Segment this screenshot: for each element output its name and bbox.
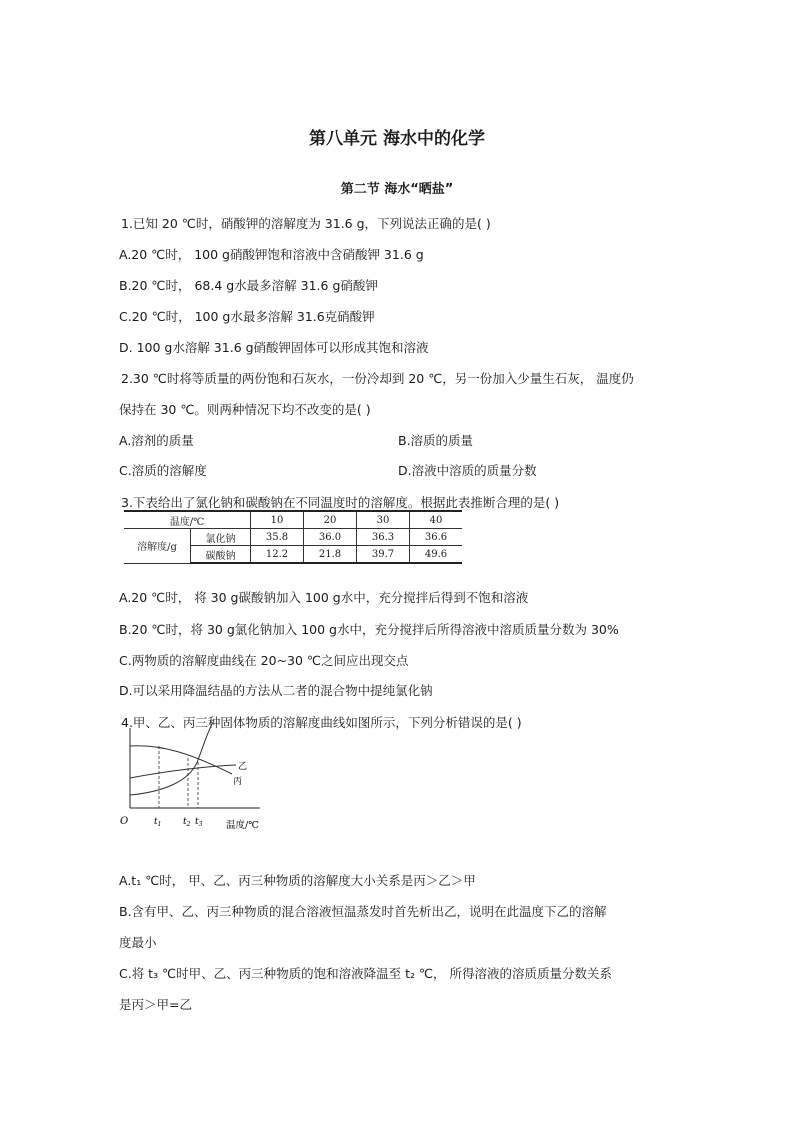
table-temp: 40: [410, 511, 463, 529]
table-cell: 35.8: [251, 529, 304, 546]
q4-option-a: A.t₁ ℃时， 甲、乙、丙三种物质的溶解度大小关系是丙＞乙＞甲: [119, 873, 476, 888]
table-cell: 49.6: [410, 546, 463, 564]
table-temp: 10: [251, 511, 304, 529]
q3-option-b: B.20 ℃时，将 30 g氯化钠加入 100 g水中，充分搅拌后所得溶液中溶质质量分数为 30%: [119, 622, 619, 637]
q4-stem: 4.甲、乙、丙三种固体物质的溶解度曲线如图所示，下列分析错误的是( ): [121, 715, 522, 730]
q2-option-d: D.溶液中溶质的质量分数: [398, 463, 537, 478]
q3-stem: 3.下表给出了氯化钠和碳酸钠在不同温度时的溶解度。根据此表推断合理的是( ): [121, 495, 560, 510]
q2-stem-line2: 保持在 30 ℃。则两种情况下均不改变的是( ): [119, 402, 371, 417]
q4-option-b-line2: 度最小: [119, 935, 157, 950]
table-row-group-label: 溶解度/g: [124, 529, 191, 564]
q3-option-d: D.可以采用降温结晶的方法从二者的混合物中提纯氯化钠: [119, 683, 433, 698]
curve-yi: [130, 765, 236, 778]
q2-option-b: B.溶质的质量: [398, 433, 474, 448]
table-cell: 36.6: [410, 529, 463, 546]
q4-option-c-line2: 是丙＞甲=乙: [119, 997, 192, 1012]
q1-stem: 1.已知 20 ℃时，硝酸钾的溶解度为 31.6 g，下列说法正确的是( ): [121, 216, 491, 231]
q1-option-d: D. 100 g水溶解 31.6 g硝酸钾固体可以形成其饱和溶液: [119, 340, 429, 355]
q1-option-a: A.20 ℃时， 100 g硝酸钾饱和溶液中含硝酸钾 31.6 g: [119, 247, 424, 262]
table-cell: 12.2: [251, 546, 304, 564]
curve-yi-label: 乙: [238, 762, 248, 772]
q2-option-c: C.溶质的溶解度: [119, 463, 207, 478]
curve-bing-label: 丙: [233, 777, 243, 787]
table-row-name: 碳酸钠: [191, 546, 251, 564]
t1-label: $t_1$: [154, 817, 162, 828]
t2-label: $t_2$: [183, 817, 191, 828]
q4-option-b-line1: B.含有甲、乙、丙三种物质的混合溶液恒温蒸发时首先析出乙，说明在此温度下乙的溶解: [119, 904, 607, 919]
table-cell: 36.0: [304, 529, 357, 546]
table-temp: 20: [304, 511, 357, 529]
q2-option-a: A.溶剂的质量: [119, 433, 194, 448]
table-header-label: 温度/℃: [124, 511, 251, 529]
q3-option-a: A.20 ℃时， 将 30 g碳酸钠加入 100 g水中，充分搅拌后得到不饱和溶液: [119, 590, 529, 605]
q2-stem-line1: 2.30 ℃时将等质量的两份饱和石灰水，一份冷却到 20 ℃，另一份加入少量生石灰， 温度仍: [121, 371, 634, 386]
table-row-name: 氯化钠: [191, 529, 251, 546]
x-axis-label: 温度/℃: [226, 820, 259, 831]
q1-option-b: B.20 ℃时， 68.4 g水最多溶解 31.6 g硝酸钾: [119, 278, 378, 293]
origin-label: O: [120, 816, 129, 827]
table-cell: 21.8: [304, 546, 357, 564]
solubility-table: [124, 510, 462, 564]
table-temp: 30: [357, 511, 410, 529]
q1-option-c: C.20 ℃时， 100 g水最多溶解 31.6克硝酸钾: [119, 309, 375, 324]
q4-option-c-line1: C.将 t₃ ℃时甲、乙、丙三种物质的饱和溶液降温至 t₂ ℃， 所得溶液的溶质质量分数关系: [119, 966, 612, 981]
table-cell: 36.3: [357, 529, 410, 546]
t3-label: $t_3$: [195, 817, 203, 828]
solubility-curve-figure: [112, 724, 272, 836]
q3-option-c: C.两物质的溶解度曲线在 20~30 ℃之间应出现交点: [119, 653, 409, 668]
section-title: 第二节 海水“晒盐”: [340, 182, 454, 197]
unit-title: 第八单元 海水中的化学: [309, 129, 485, 149]
table-cell: 39.7: [357, 546, 410, 564]
